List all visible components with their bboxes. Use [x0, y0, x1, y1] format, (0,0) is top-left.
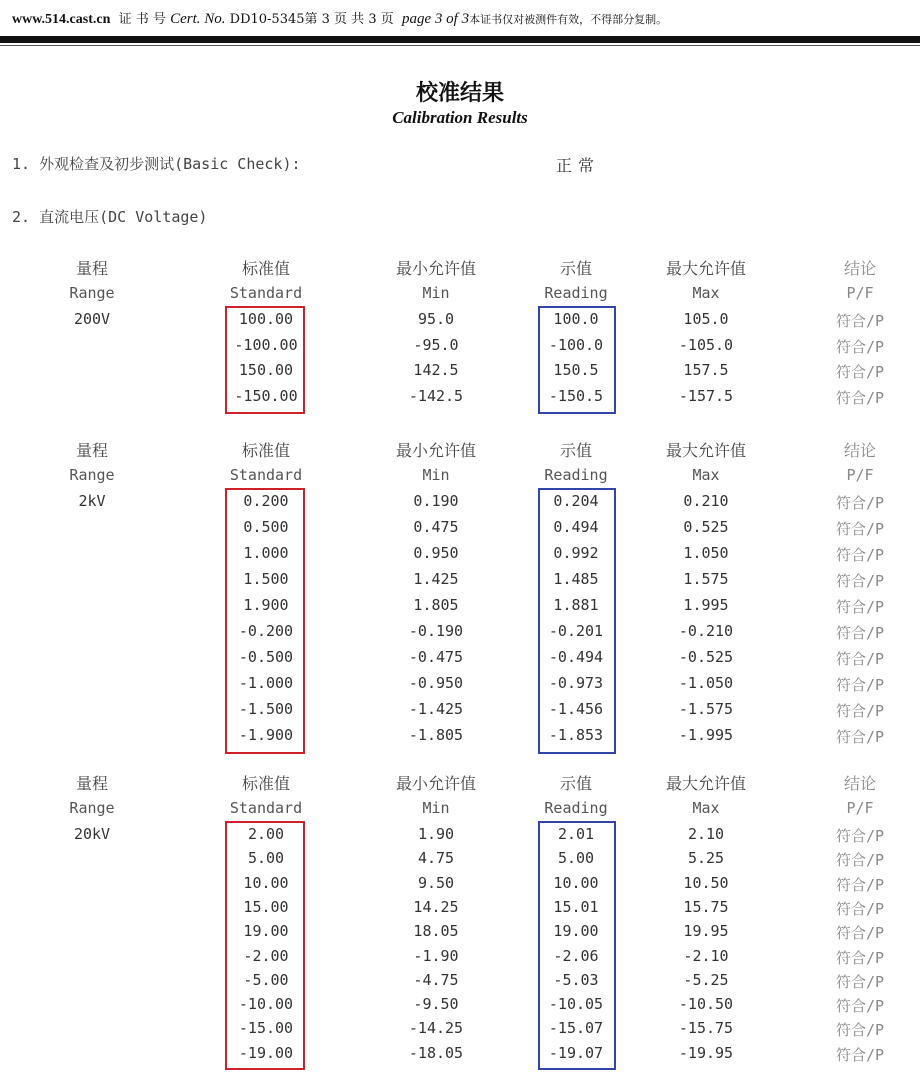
col-header-range-cn: 量程 [75, 441, 108, 460]
col-header-reading-en: Reading [544, 799, 608, 817]
col-header-standard-cn: 标准值 [241, 774, 290, 793]
cell-standard: 5.00 [247, 849, 285, 868]
cell-min: 0.950 [413, 544, 459, 562]
cell-min: 1.805 [413, 596, 459, 614]
cell-max: 0.525 [683, 518, 729, 536]
cell-reading: 19.00 [553, 922, 599, 941]
cell-pf: 符合/P [835, 650, 885, 668]
cell-min: 95.0 [417, 310, 455, 328]
cell-max: 15.75 [683, 897, 729, 916]
cell-standard: 100.00 [238, 310, 294, 328]
title-cn: 校准结果 [415, 81, 504, 106]
col-header-reading-en: Reading [544, 284, 608, 302]
cell-reading: -0.973 [548, 674, 604, 692]
cell-standard: 15.00 [243, 897, 289, 916]
col-header-standard-en: Standard [229, 466, 303, 484]
basic-check-result: 正常 [556, 156, 601, 175]
cell-pf: 符合/P [835, 598, 885, 616]
header-rule-thin [0, 45, 920, 46]
cell-reading: -0.201 [548, 622, 604, 640]
cell-max: -15.75 [678, 1019, 734, 1038]
cell-min: 4.75 [417, 849, 455, 868]
cell-max: -0.210 [678, 622, 734, 640]
range-value: 2kV [78, 492, 106, 510]
cell-pf: 符合/P [835, 875, 885, 894]
cell-pf: 符合/P [835, 312, 885, 330]
page-header [12, 8, 912, 28]
col-header-standard-cn: 标准值 [241, 441, 290, 460]
cell-pf: 符合/P [835, 728, 885, 746]
cell-max: 0.210 [683, 492, 729, 510]
page-count-en: page 3 of 3 [402, 11, 470, 27]
cell-standard: -1.000 [238, 674, 294, 692]
col-header-standard-cn: 标准值 [241, 259, 290, 278]
cell-reading: -150.5 [548, 386, 604, 405]
col-header-max-en: Max [692, 284, 720, 302]
cell-min: -1.425 [408, 700, 464, 718]
header-rule-thick [0, 36, 920, 43]
col-header-standard-en: Standard [229, 799, 303, 817]
col-header-pf-en: P/F [846, 466, 874, 484]
title-en: Calibration Results [392, 108, 528, 127]
cell-min: -4.75 [413, 970, 459, 989]
cell-reading: -19.07 [548, 1043, 604, 1062]
cell-min: -18.05 [408, 1043, 464, 1062]
reading-values-box [538, 306, 616, 414]
col-header-min-en: Min [422, 799, 450, 817]
cell-standard: -5.00 [243, 970, 289, 989]
cell-standard: 1.000 [243, 544, 289, 562]
col-header-min-cn: 最小允许值 [395, 259, 476, 278]
cert-number: DD10-5345 [229, 12, 305, 27]
cell-min: -0.190 [408, 622, 464, 640]
cell-max: -19.95 [678, 1043, 734, 1062]
range-value: 200V [73, 310, 111, 328]
cell-reading: 100.0 [553, 310, 599, 328]
cell-pf: 符合/P [835, 363, 885, 381]
cell-pf: 符合/P [835, 572, 885, 590]
range-value: 20kV [73, 825, 111, 843]
cell-standard: -0.500 [238, 648, 294, 666]
cell-reading: 15.01 [553, 897, 599, 916]
cell-pf: 符合/P [835, 948, 885, 967]
col-header-pf-en: P/F [846, 284, 874, 302]
col-header-pf-cn: 结论 [843, 441, 876, 460]
cell-reading: -10.05 [548, 995, 604, 1014]
site-url: www.514.cast.cn [12, 12, 111, 27]
cell-reading: -100.0 [548, 335, 604, 354]
basic-check-label: 1. 外观检查及初步测试(Basic Check): [12, 155, 301, 173]
cell-max: -2.10 [683, 946, 729, 965]
col-header-pf-en: P/F [846, 799, 874, 817]
cell-standard: 2.00 [247, 825, 285, 843]
cell-pf: 符合/P [835, 899, 885, 918]
cell-min: 9.50 [417, 873, 455, 892]
cell-pf: 符合/P [835, 997, 885, 1016]
cell-max: -5.25 [683, 970, 729, 989]
cell-min: 0.190 [413, 492, 459, 510]
cell-reading: 1.485 [553, 570, 599, 588]
cell-pf: 符合/P [835, 494, 885, 512]
reading-values-box [538, 821, 616, 1070]
cell-max: -0.525 [678, 648, 734, 666]
col-header-standard-en: Standard [229, 284, 303, 302]
cell-max: 157.5 [683, 361, 729, 379]
cell-min: -1.805 [408, 726, 464, 744]
cell-pf: 符合/P [835, 624, 885, 642]
cell-pf: 符合/P [835, 676, 885, 694]
cell-standard: -1.500 [238, 700, 294, 718]
cell-min: 1.90 [417, 825, 455, 843]
cell-max: 105.0 [683, 310, 729, 328]
cell-min: -9.50 [413, 995, 459, 1014]
cell-max: -1.575 [678, 700, 734, 718]
cell-standard: 10.00 [243, 873, 289, 892]
cell-reading: -2.06 [553, 946, 599, 965]
cell-max: -1.995 [678, 726, 734, 744]
header-notice: 本证书仅对被测件有效，不得部分复制。 [469, 13, 668, 26]
col-header-max-cn: 最大允许值 [665, 259, 746, 278]
cell-standard: -150.00 [234, 386, 298, 405]
cell-reading: 10.00 [553, 873, 599, 892]
cell-max: -1.050 [678, 674, 734, 692]
col-header-range-cn: 量程 [75, 259, 108, 278]
cell-standard: 0.500 [243, 518, 289, 536]
col-header-reading-en: Reading [544, 466, 608, 484]
cell-standard: 150.00 [238, 361, 294, 379]
cell-reading: -1.853 [548, 726, 604, 744]
cell-max: 1.575 [683, 570, 729, 588]
cell-standard: 1.500 [243, 570, 289, 588]
cell-pf: 符合/P [835, 337, 885, 356]
cell-standard: 0.200 [243, 492, 289, 510]
cell-reading: 1.881 [553, 596, 599, 614]
cell-standard: -15.00 [238, 1019, 294, 1038]
cert-label-en: Cert. No. [170, 11, 226, 27]
cell-max: 1.995 [683, 596, 729, 614]
cell-reading: 0.204 [553, 492, 599, 510]
col-header-min-cn: 最小允许值 [395, 774, 476, 793]
cell-reading: -15.07 [548, 1019, 604, 1038]
cell-reading: 5.00 [557, 849, 595, 868]
cell-reading: -5.03 [553, 970, 599, 989]
cell-min: -0.950 [408, 674, 464, 692]
cell-pf: 符合/P [835, 520, 885, 538]
standard-values-box [225, 821, 305, 1070]
col-header-max-en: Max [692, 466, 720, 484]
col-header-range-en: Range [69, 284, 115, 302]
cell-reading: 150.5 [553, 361, 599, 379]
cell-max: 2.10 [687, 825, 725, 843]
cell-max: -157.5 [678, 386, 734, 405]
cell-max: 5.25 [687, 849, 725, 868]
standard-values-box [225, 488, 305, 754]
cell-reading: 0.992 [553, 544, 599, 562]
cell-reading: 0.494 [553, 518, 599, 536]
cell-pf: 符合/P [835, 1045, 885, 1064]
cell-standard: 1.900 [243, 596, 289, 614]
cell-min: 1.425 [413, 570, 459, 588]
cell-max: 1.050 [683, 544, 729, 562]
col-header-min-cn: 最小允许值 [395, 441, 476, 460]
col-header-reading-cn: 示值 [559, 259, 592, 278]
cell-pf: 符合/P [835, 546, 885, 564]
cell-standard: 19.00 [243, 922, 289, 941]
col-header-range-cn: 量程 [75, 774, 108, 793]
cert-label-cn: 证 书 号 [118, 12, 166, 27]
cell-min: -95.0 [413, 335, 459, 354]
col-header-max-en: Max [692, 799, 720, 817]
col-header-range-en: Range [69, 799, 115, 817]
cell-max: 10.50 [683, 873, 729, 892]
cell-min: 142.5 [413, 361, 459, 379]
cell-max: -10.50 [678, 995, 734, 1014]
cell-standard: -0.200 [238, 622, 294, 640]
col-header-range-en: Range [69, 466, 115, 484]
cell-reading: -0.494 [548, 648, 604, 666]
cell-min: 18.05 [413, 922, 459, 941]
cell-pf: 符合/P [835, 1021, 885, 1040]
cell-min: 14.25 [413, 897, 459, 916]
cell-standard: -100.00 [234, 335, 298, 354]
cell-min: -1.90 [413, 946, 459, 965]
cell-max: 19.95 [683, 922, 729, 941]
cell-pf: 符合/P [835, 972, 885, 991]
cell-min: -142.5 [408, 386, 464, 405]
cell-standard: -19.00 [238, 1043, 294, 1062]
cell-min: -0.475 [408, 648, 464, 666]
dc-voltage-label: 2. 直流电压(DC Voltage) [12, 208, 208, 226]
cell-min: 0.475 [413, 518, 459, 536]
col-header-pf-cn: 结论 [843, 774, 876, 793]
cell-pf: 符合/P [835, 851, 885, 870]
page-count-cn: 第 3 页 共 3 页 [304, 12, 394, 27]
cell-max: -105.0 [678, 335, 734, 354]
cell-reading: -1.456 [548, 700, 604, 718]
cell-standard: -2.00 [243, 946, 289, 965]
cell-standard: -1.900 [238, 726, 294, 744]
cell-pf: 符合/P [835, 924, 885, 943]
cell-pf: 符合/P [835, 827, 885, 845]
col-header-reading-cn: 示值 [559, 441, 592, 460]
col-header-min-en: Min [422, 284, 450, 302]
reading-values-box [538, 488, 616, 754]
cell-pf: 符合/P [835, 702, 885, 720]
col-header-max-cn: 最大允许值 [665, 774, 746, 793]
col-header-pf-cn: 结论 [843, 259, 876, 278]
col-header-min-en: Min [422, 466, 450, 484]
cell-reading: 2.01 [557, 825, 595, 843]
col-header-reading-cn: 示值 [559, 774, 592, 793]
standard-values-box [225, 306, 305, 414]
cell-pf: 符合/P [835, 388, 885, 407]
cell-min: -14.25 [408, 1019, 464, 1038]
col-header-max-cn: 最大允许值 [665, 441, 746, 460]
cell-standard: -10.00 [238, 995, 294, 1014]
